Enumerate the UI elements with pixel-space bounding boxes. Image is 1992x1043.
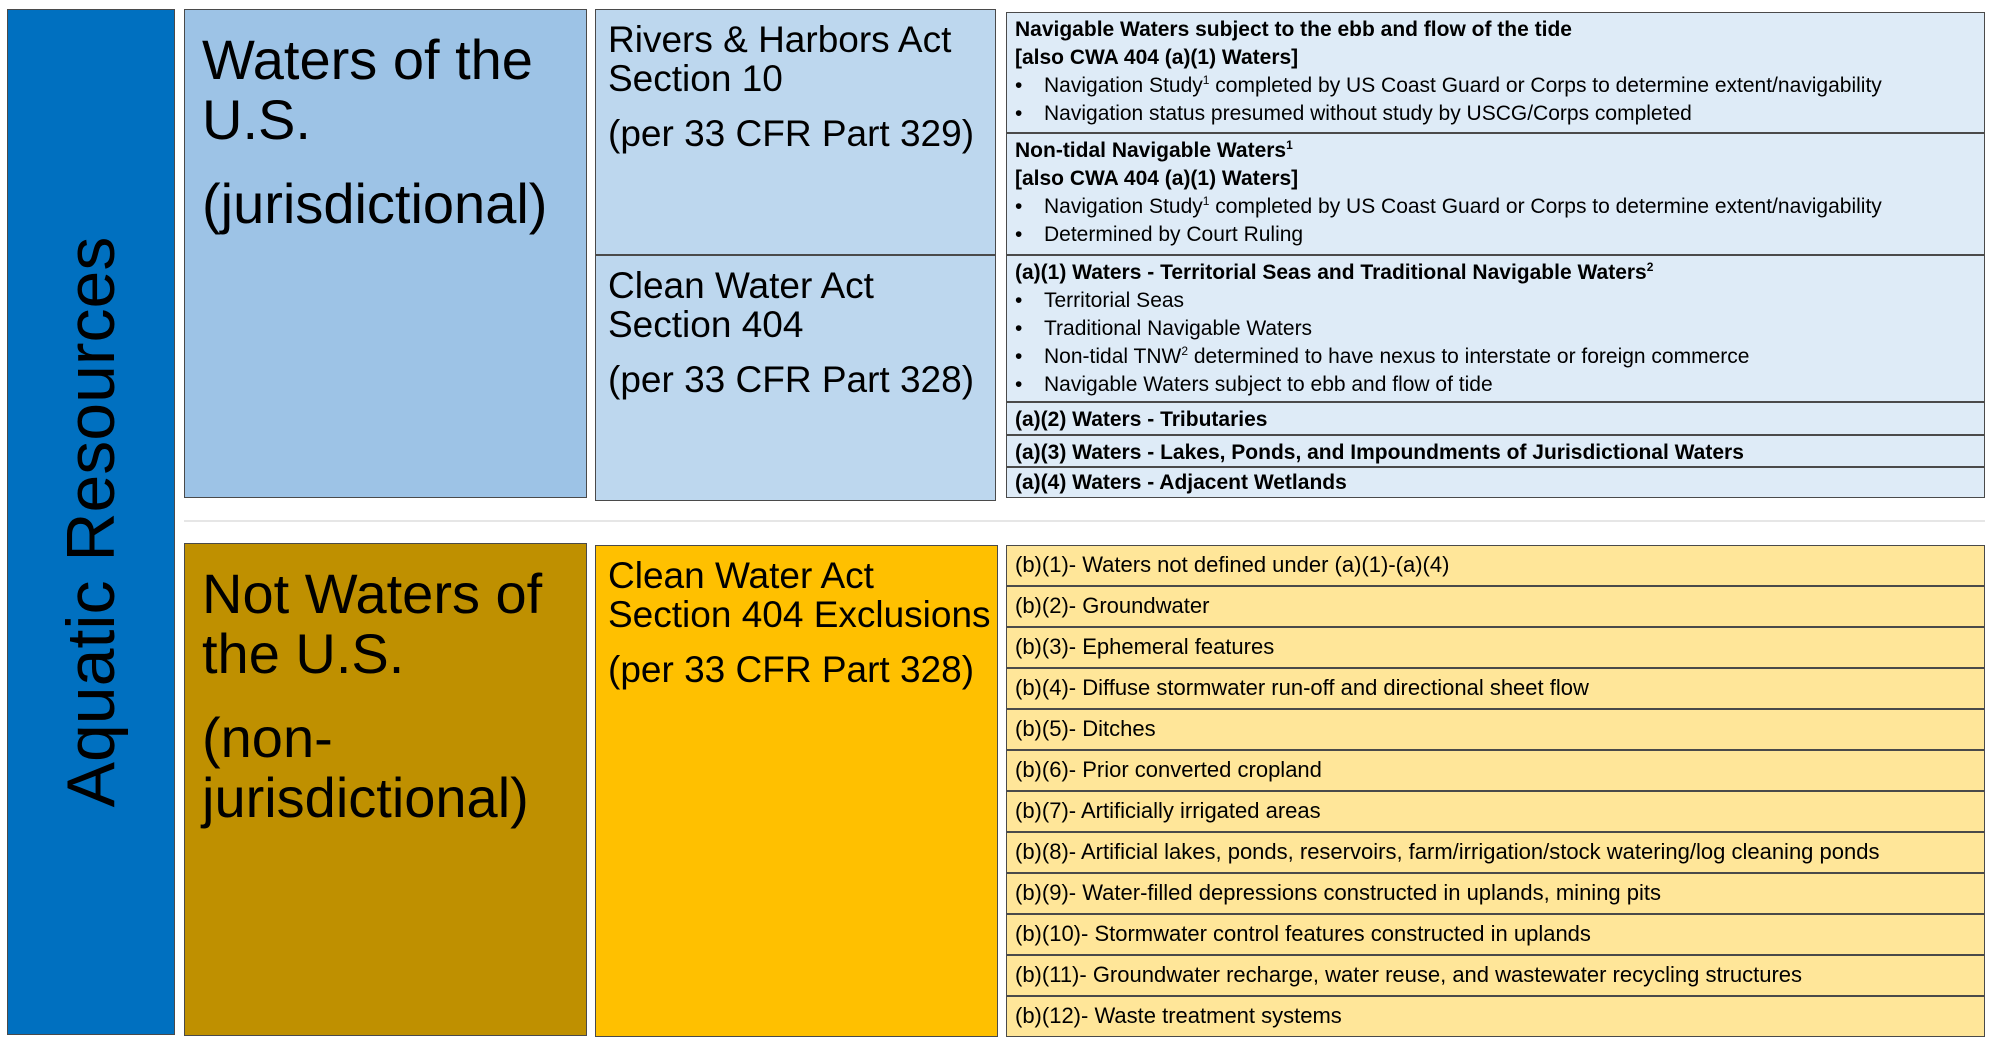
section-divider <box>184 520 1985 522</box>
b-list-item: (b)(12)- Waste treatment systems <box>1006 996 1985 1037</box>
clean-water-act-title: Clean Water Act Section 404 <box>608 265 874 345</box>
non-tidal-heading-note: [also CWA 404 (a)(1) Waters] <box>1015 167 1299 190</box>
list-item: • Navigation Study$^1$ completed by US Coast Guard or Corps to determine extent/navigability <box>1015 193 1976 221</box>
waters-of-us-subtitle: (jurisdictional) <box>202 172 548 235</box>
b-list-item: (b)(8)- Artificial lakes, ponds, reservoirs, farm/irrigation/stock watering/log cleaning ponds <box>1006 832 1985 873</box>
cwa-exclusions-box <box>595 545 998 1037</box>
clean-water-act-box <box>595 255 996 501</box>
rivers-harbors-act-cite: (per 33 CFR Part 329) <box>608 113 975 154</box>
aquatic-resources-banner <box>7 9 175 1035</box>
list-item: • Territorial Seas <box>1015 287 1976 315</box>
non-tidal-bullets <box>1015 193 1976 249</box>
b-list-item: (b)(1)- Waters not defined under (a)(1)-(a)(4) <box>1006 545 1985 586</box>
clean-water-act-cite: (per 33 CFR Part 328) <box>608 359 975 400</box>
b-list-item: (b)(9)- Water-filled depressions constructed in uplands, mining pits <box>1006 873 1985 914</box>
list-item: • Traditional Navigable Waters <box>1015 315 1976 343</box>
b-list-item: (b)(5)- Ditches <box>1006 709 1985 750</box>
b-list-item: (b)(3)- Ephemeral features <box>1006 627 1985 668</box>
list-item: • Navigation Study$^1$ completed by US Coast Guard or Corps to determine extent/navigability <box>1015 72 1976 100</box>
a2-heading: (a)(2) Waters - Tributaries <box>1015 408 1268 431</box>
b-list-item: (b)(4)- Diffuse stormwater run-off and directional sheet flow <box>1006 668 1985 709</box>
list-item: • Determined by Court Ruling <box>1015 221 1976 249</box>
a3-waters-cell <box>1006 435 1985 467</box>
aquatic-resources-label: Aquatic Resources <box>53 236 129 808</box>
waters-of-us-title: Waters of the U.S. <box>202 28 533 151</box>
tidal-heading: Navigable Waters subject to the ebb and flow of the tide <box>1015 18 1572 41</box>
cwa-exclusions-title: Clean Water Act Section 404 Exclusions <box>608 555 991 635</box>
a4-waters-cell <box>1006 467 1985 498</box>
waters-of-us-box <box>184 9 587 498</box>
not-waters-of-us-subtitle: (non-jurisdictional) <box>202 706 529 829</box>
b-list-item: (b)(10)- Stormwater control features constructed in uplands <box>1006 914 1985 955</box>
tidal-heading-note: [also CWA 404 (a)(1) Waters] <box>1015 46 1299 69</box>
rivers-harbors-act-box <box>595 9 996 255</box>
a4-heading: (a)(4) Waters - Adjacent Wetlands <box>1015 471 1347 494</box>
non-tidal-heading: Non-tidal Navigable Waters$^1$ <box>1015 138 1293 162</box>
a3-heading: (a)(3) Waters - Lakes, Ponds, and Impoundments of Jurisdictional Waters <box>1015 441 1744 464</box>
a1-heading: (a)(1) Waters - Territorial Seas and Traditional Navigable Waters$^2$ <box>1015 260 1654 284</box>
b-list-item: (b)(2)- Groundwater <box>1006 586 1985 627</box>
list-item: • Navigation status presumed without study by USCG/Corps completed <box>1015 100 1976 128</box>
a1-bullets <box>1015 287 1976 399</box>
rivers-harbors-act-title: Rivers & Harbors Act Section 10 <box>608 19 952 99</box>
list-item: • Navigable Waters subject to ebb and flow of tide <box>1015 371 1976 399</box>
list-item: • Non-tidal TNW$^2$ determined to have nexus to interstate or foreign commerce <box>1015 343 1976 371</box>
tidal-bullets <box>1015 72 1976 128</box>
non-tidal-navigable-waters-cell <box>1006 133 1985 255</box>
a2-waters-cell <box>1006 402 1985 435</box>
b-list-item: (b)(6)- Prior converted cropland <box>1006 750 1985 791</box>
not-waters-of-us-box <box>184 543 587 1036</box>
b-list-item: (b)(11)- Groundwater recharge, water reuse, and wastewater recycling structures <box>1006 955 1985 996</box>
a1-waters-cell <box>1006 255 1985 402</box>
b-list-item: (b)(7)- Artificially irrigated areas <box>1006 791 1985 832</box>
not-waters-of-us-title: Not Waters of the U.S. <box>202 562 543 685</box>
tidal-navigable-waters-cell <box>1006 12 1985 133</box>
cwa-exclusions-cite: (per 33 CFR Part 328) <box>608 649 975 690</box>
